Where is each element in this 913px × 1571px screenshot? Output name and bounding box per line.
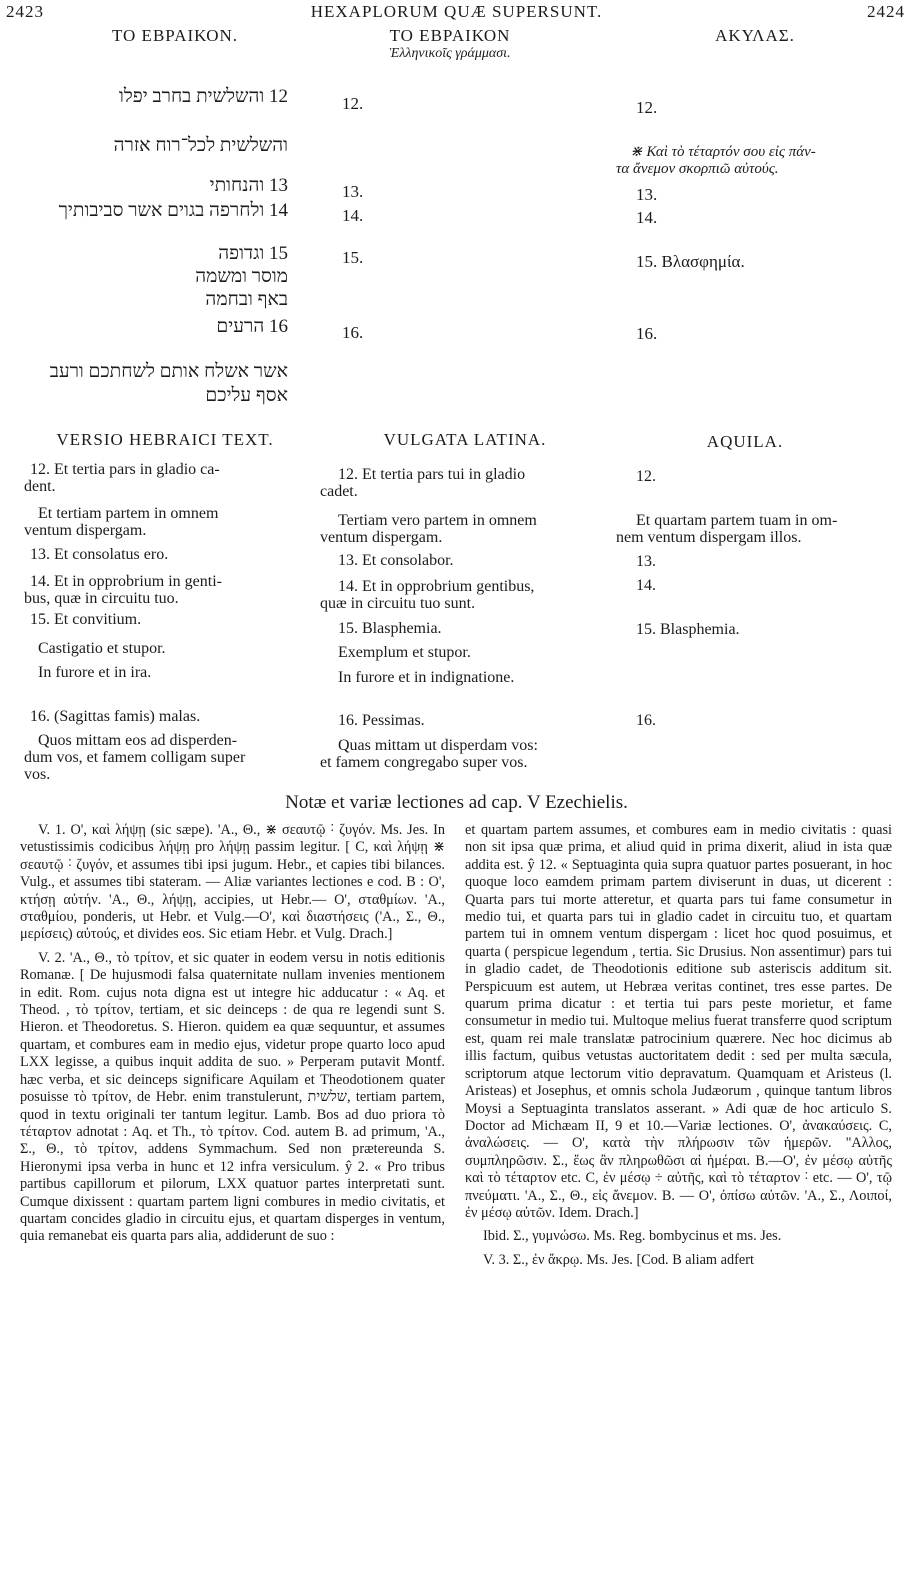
versio-line: Castigatio et stupor. (38, 640, 166, 657)
hebrew-line: מוסר ומשמה (195, 266, 288, 287)
versio-line: vos. (24, 766, 51, 783)
versio-line: 13. Et consolatus ero. (30, 546, 169, 563)
versio-line: 12. Et tertia pars in gladio ca- (30, 461, 220, 478)
aquila-verse-number: 13. (636, 185, 658, 204)
note-paragraph: V. 3. Σ., ἐν ἄκρῳ. Ms. Jes. [Cod. B aliam adfert (483, 1251, 754, 1268)
vulgata-line: Exemplum et stupor. (338, 644, 471, 661)
hebrew-line: והשלשית לכל־רוח אזרה (113, 135, 288, 156)
versio-line: 14. Et in opprobrium in genti- (30, 573, 222, 590)
col-aquila-title: ΑΚΥΛΑΣ. (715, 26, 795, 45)
versio-line: 15. Et convitium. (30, 611, 142, 628)
vulgata-line: 14. Et in opprobrium gentibus, (338, 578, 535, 595)
hebrew-line: אשר אשלח אותם לשחתכם ורעב (49, 361, 288, 382)
aquila-verse-number: 14. (636, 208, 658, 227)
hebrew-line: 16 הרעים (216, 316, 288, 337)
aquila-greek-line: ⋇ Καὶ τὸ τέταρτόν σου εἰς πάν- (630, 144, 816, 160)
vulgata-line: et famem congregabo super vos. (320, 754, 528, 771)
vulgata-line: ventum dispergam. (320, 529, 443, 546)
translit-verse-number: 13. (342, 182, 364, 201)
versio-line: In furore et in ira. (38, 664, 152, 681)
vulgata-line: 16. Pessimas. (338, 712, 425, 729)
notes-left-column (20, 822, 445, 1557)
aquila-latin-line: 13. (636, 553, 656, 570)
versio-line: 16. (Sagittas famis) malas. (30, 708, 201, 725)
vulgata-line: In furore et in indignatione. (338, 669, 515, 686)
aquila-latin-line: 14. (636, 577, 656, 594)
vulgata-line: quæ in circuitu tuo sunt. (320, 595, 476, 612)
aquila-verse-number: 12. (636, 98, 658, 117)
versio-line: Et tertiam partem in omnem (38, 505, 219, 522)
vulgata-line: 12. Et tertia pars tui in gladio (338, 466, 526, 483)
aquila-greek-line: τα ἄνεμον σκορπιῶ αὐτούς. (616, 161, 779, 177)
col-translit-title: ΤΟ ΕΒΡΑΙΚΟΝ (389, 26, 511, 45)
hebrew-line: 14 ולחרפה בגוים אשר סביבותיך (58, 200, 288, 221)
versio-line: Quos mittam eos ad disperden- (38, 732, 238, 749)
aquila-latin-line: Et quartam partem tuam in om- (636, 512, 838, 529)
hebrew-line: 12 והשלשית בחרב יפלו (119, 86, 288, 107)
notes-right-column (465, 822, 892, 1557)
right-page-number: 2424 (867, 2, 905, 21)
aquila-latin-line: 12. (636, 468, 656, 485)
vulgata-line: 15. Blasphemia. (338, 620, 442, 637)
aquila-verse-number: 16. (636, 324, 658, 343)
translit-verse-number: 15. (342, 248, 364, 267)
hebrew-line: 15 וגדופה (218, 243, 288, 264)
aquila-latin-line: 16. (636, 712, 656, 729)
versio-line: ventum dispergam. (24, 522, 147, 539)
aquila-latin-line: 15. Blasphemia. (636, 621, 740, 638)
translit-verse-number: 16. (342, 323, 364, 342)
note-paragraph: V. 1. Ο', καὶ λήψῃ (sic sæpe). 'Α., Θ., ⋇ σεαυτῷ ˸ ζυγόν. Ms. Jes. In vetustissimis codicibus λήψῃ pro λήψῃ passim legitur. [ C, καὶ λήψῃ ⋇ σεαυτῷ ˸ ζυγόν, et assumes tibi ipsi jugum. Hebr., et capies tibi bilances. Vulg., et assumes tibi stateram. — Aliæ variantes lectiones e cod. B : Ο', κτήσῃ αὐτήν. 'Α., Θ., λήψῃ, accipies, ut Hebr.— Ο', σταθμίων. 'Α., σταθμίου, ponderis, ut Hebr. et Vulg.—Ο', καὶ διαστήσεις ('Α., Σ., Θ., μερίσεις) αὐτούς, et divides eos. Sic etiam Hebr. et Vulg. Drach.] (20, 822, 445, 943)
aquila-latin-line: nem ventum dispergam illos. (616, 529, 802, 546)
note-paragraph: V. 2. 'Α., Θ., τὸ τρίτον, et sic quater in eodem versu in notis editionis Romanæ. [ De hujusmodi falsa quaternitate nullam invenies mentionem in edit. Rom. cujus nota digna est ut integre hic adducatur : « Aq. et Theod. , τὸ τρίτον, tertiam, et sic deinceps : de qua re legendi sunt S. Hieron. et Theodoretus. S. Hieron. quidem ea quæ sequuntur, et assumes quartam, et combures eam in medio ejus, videtur prope quarto loco apud LXX legisse, a quibus inquit addita de suo. » Perperam putavit Montf. hæc verba, et sic deinceps significare Aquilam et Theodotionem quater posuisse τὸ τρίτον, de Hebr. enim transtulerunt, שלשית, tertiam partem, quod in textu originali ter tantum legitur. Lamb. Bos ad duo priora τὸ τέταρτον adnotat : Aq. et Th., τὸ τρίτον. Cod. autem B. ad primum, 'Α., Σ., Θ., τὸ τρίτον, addens Symmachum. Sed non prætereunda S. Hieronymi ipsa verba in hunc et 12 infra versiculum. ŷ 2. « Pro tribus partibus capillorum et pilorum, LXX quatuor partes interpretati sunt. Cumque dixissent : quartam partem ligni combures in medio civitatis, et quartam concides gladio in circuitu ejus, et quartam disperges in ventum, quia remanebat eis quarta pars alia, addiderunt de suo : (20, 949, 445, 1245)
col-hebrew-title: ΤΟ ΕΒΡΑΙΚΟΝ. (111, 26, 239, 45)
vulgata-title: VULGATA LATINA. (383, 430, 547, 449)
left-page-number: 2423 (6, 2, 44, 21)
col-translit-subtitle: Ἑλληνικοῖς γράμμασι. (389, 46, 511, 61)
hebrew-line: אסף עליכם (205, 385, 288, 406)
vulgata-line: Tertiam vero partem in omnem (338, 512, 537, 529)
versio-line: dent. (24, 478, 56, 495)
translit-verse-number: 12. (342, 94, 364, 113)
versio-hebraici-title: VERSIO HEBRAICI TEXT. (56, 430, 274, 449)
versio-line: dum vos, et famem colligam super (24, 749, 246, 766)
notes-title: Notæ et variæ lectiones ad cap. V Ezechielis. (285, 792, 628, 813)
note-paragraph: et quartam partem assumes, et combures eam in medio civitatis : quasi non sit ipsa quæ prima, et aliud quid in prima dixerit, aliud in ista quæ addita est. ŷ 12. « Septuaginta quia supra quatuor partes posuerant, in hoc quoque loco eamdem primam partem diviserunt in duas, ut dicerent : Quarta pars tui morte atteretur, et quarta pars tui fame consumetur in medio tui, et quarta pars tui in gladio cadet in circuitu tuo, et quartam partem tui in omnem ventum dispergam : licet hoc quod posuimus, et quarta ( perspicue legendum , tertia. Sic Drusius. Non assentimur) pars tui in gladio cadet, de Theodotionis editione sub asteriscis additum sit. Perspicuum est autem, ut Hebræa veritas continet, tres esse partes. De quarum prima dicatur : et tertia tui pars peste morietur, et fame consumetur in medio tui. Multoque melius fuerat transferre quod scriptum est, quam rei male translatæ patrocinium quærere. Nec hoc dicimus ab illis factum, quibus vetustas auctoritatem dedit : sed per multa sæcula, scriptorum atque lectorum vitio depravatum. Quamquam et Aristeus (l. Aristeas) et Josephus, et omnis schola Judæorum , quinque tantum libros Moysi a Septuaginta translatos asserant. » Adi quæ de hoc articulo S. Doctor ad Michæam II, 9 et 10.—Variæ lectiones. Ο', ἀνακαύσεις. C, ἀναλώσεις. — Ο', κατὰ τὴν πλήρωσιν τῶν ἡμερῶν. "Αλλος, συμπληρῶσιν. Σ., ἕως ἂν πληρωθῶσι αἱ ἡμέραι. B.—Ο', ἐν μέσῳ αὐτῆς καὶ τὸ τέταρτον etc. C, ἐν μέσῳ ÷ αὐτῆς, καὶ τὸ τέταρτον ˸ etc. — Ο', τῷ πνεύματι. 'Α., Σ., Θ., εἰς ἄνεμον. B. — Ο', ὀπίσω αὐτῶν. 'Α., Σ., Λοιποί, ἐν μέσῳ αὐτῶν. Idem. Drach.] (465, 822, 892, 1221)
aquila-latin-title: AQUILA. (706, 432, 784, 451)
vulgata-line: Quas mittam ut disperdam vos: (338, 737, 538, 754)
hebrew-line: 13 והנחותי (209, 175, 288, 196)
vulgata-line: 13. Et consolabor. (338, 552, 454, 569)
translit-verse-number: 14. (342, 206, 364, 225)
aquila-verse-15: 15. Βλασφημία. (636, 252, 745, 271)
hebrew-line: באף ובחמה (205, 289, 288, 310)
vulgata-line: cadet. (320, 483, 358, 500)
versio-line: bus, quæ in circuitu tuo. (24, 590, 179, 607)
running-title: HEXAPLORUM QUÆ SUPERSUNT. (310, 2, 603, 21)
note-paragraph: Ibid. Σ., γυμνώσω. Ms. Reg. bombycinus et ms. Jes. (483, 1228, 782, 1245)
